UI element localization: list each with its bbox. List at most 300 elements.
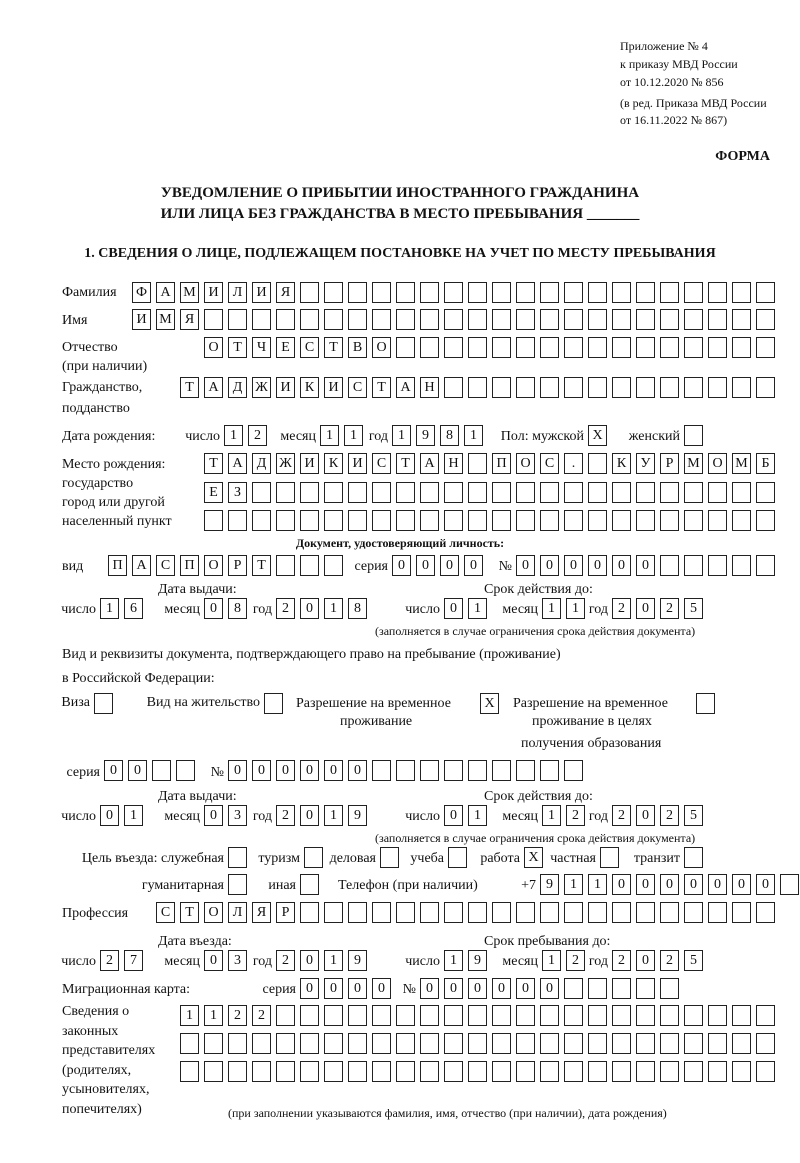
char-cell[interactable] (348, 902, 367, 923)
char-cell[interactable]: Р (228, 555, 247, 576)
char-cell[interactable] (708, 309, 727, 330)
char-cell[interactable] (252, 510, 271, 531)
char-cell[interactable]: Т (180, 902, 199, 923)
char-cell[interactable] (348, 309, 367, 330)
char-cell[interactable] (660, 978, 679, 999)
char-cell[interactable] (276, 1061, 295, 1082)
char-cell[interactable] (324, 309, 343, 330)
char-cell[interactable]: М (156, 309, 175, 330)
char-cell[interactable] (732, 510, 751, 531)
char-cell[interactable] (444, 1005, 463, 1026)
char-cell[interactable]: 2 (660, 805, 679, 826)
char-cell[interactable]: 2 (276, 950, 295, 971)
char-cell[interactable]: 0 (300, 978, 319, 999)
char-cell[interactable] (300, 510, 319, 531)
char-cell[interactable] (540, 902, 559, 923)
char-cell[interactable]: 1 (566, 598, 585, 619)
char-cell[interactable]: 2 (248, 425, 267, 446)
char-cell[interactable] (396, 482, 415, 503)
char-cell[interactable] (372, 510, 391, 531)
char-cell[interactable]: 1 (542, 805, 561, 826)
char-cell[interactable] (372, 309, 391, 330)
char-cell[interactable] (380, 847, 399, 868)
char-cell[interactable] (300, 902, 319, 923)
char-cell[interactable]: 1 (542, 950, 561, 971)
char-cell[interactable] (588, 902, 607, 923)
char-cell[interactable] (564, 1033, 583, 1054)
char-cell[interactable] (492, 482, 511, 503)
char-cell[interactable]: Л (228, 282, 247, 303)
char-cell[interactable] (564, 282, 583, 303)
char-cell[interactable] (492, 1033, 511, 1054)
char-cell[interactable] (252, 1061, 271, 1082)
char-cell[interactable] (492, 309, 511, 330)
char-cell[interactable]: Ж (276, 453, 295, 474)
char-cell[interactable]: X (480, 693, 499, 714)
char-cell[interactable] (492, 902, 511, 923)
char-cell[interactable]: У (636, 453, 655, 474)
char-cell[interactable]: Т (252, 555, 271, 576)
char-cell[interactable]: 0 (128, 760, 147, 781)
char-cell[interactable]: 0 (684, 874, 703, 895)
char-cell[interactable] (300, 1005, 319, 1026)
char-cell[interactable]: 0 (444, 598, 463, 619)
char-cell[interactable] (348, 510, 367, 531)
char-cell[interactable]: И (348, 453, 367, 474)
char-cell[interactable] (448, 847, 467, 868)
char-cell[interactable]: Е (204, 482, 223, 503)
char-cell[interactable] (708, 282, 727, 303)
char-cell[interactable] (420, 309, 439, 330)
char-cell[interactable] (324, 902, 343, 923)
char-cell[interactable]: 0 (444, 978, 463, 999)
char-cell[interactable] (636, 510, 655, 531)
char-cell[interactable] (420, 760, 439, 781)
char-cell[interactable] (684, 1033, 703, 1054)
char-cell[interactable] (204, 1033, 223, 1054)
char-cell[interactable]: Я (276, 282, 295, 303)
char-cell[interactable] (708, 1061, 727, 1082)
char-cell[interactable]: А (420, 453, 439, 474)
char-cell[interactable]: П (108, 555, 127, 576)
char-cell[interactable] (708, 510, 727, 531)
char-cell[interactable] (612, 1061, 631, 1082)
char-cell[interactable] (540, 282, 559, 303)
char-cell[interactable] (324, 510, 343, 531)
char-cell[interactable] (444, 1061, 463, 1082)
char-cell[interactable]: Т (372, 377, 391, 398)
char-cell[interactable]: 1 (100, 598, 119, 619)
char-cell[interactable]: 2 (566, 805, 585, 826)
char-cell[interactable]: 2 (252, 1005, 271, 1026)
char-cell[interactable]: 5 (684, 598, 703, 619)
char-cell[interactable]: Д (252, 453, 271, 474)
char-cell[interactable]: И (324, 377, 343, 398)
char-cell[interactable] (300, 309, 319, 330)
char-cell[interactable] (468, 902, 487, 923)
char-cell[interactable] (516, 510, 535, 531)
char-cell[interactable] (516, 1033, 535, 1054)
char-cell[interactable] (420, 510, 439, 531)
char-cell[interactable] (516, 1005, 535, 1026)
char-cell[interactable] (300, 282, 319, 303)
char-cell[interactable]: 0 (612, 555, 631, 576)
char-cell[interactable] (276, 510, 295, 531)
char-cell[interactable] (732, 309, 751, 330)
char-cell[interactable]: О (204, 555, 223, 576)
char-cell[interactable]: 0 (440, 555, 459, 576)
char-cell[interactable] (468, 760, 487, 781)
char-cell[interactable] (396, 510, 415, 531)
char-cell[interactable] (732, 902, 751, 923)
char-cell[interactable]: 5 (684, 805, 703, 826)
char-cell[interactable]: 2 (276, 805, 295, 826)
char-cell[interactable]: А (156, 282, 175, 303)
char-cell[interactable] (684, 282, 703, 303)
char-cell[interactable] (468, 1061, 487, 1082)
char-cell[interactable] (276, 309, 295, 330)
char-cell[interactable]: Д (228, 377, 247, 398)
char-cell[interactable]: И (132, 309, 151, 330)
char-cell[interactable] (684, 377, 703, 398)
char-cell[interactable] (564, 902, 583, 923)
char-cell[interactable] (228, 309, 247, 330)
char-cell[interactable] (780, 874, 799, 895)
char-cell[interactable]: 0 (300, 598, 319, 619)
char-cell[interactable]: 0 (300, 805, 319, 826)
char-cell[interactable] (228, 510, 247, 531)
char-cell[interactable] (396, 282, 415, 303)
char-cell[interactable] (420, 482, 439, 503)
char-cell[interactable]: Р (276, 902, 295, 923)
char-cell[interactable]: 1 (464, 425, 483, 446)
char-cell[interactable]: 1 (324, 598, 343, 619)
char-cell[interactable]: 2 (100, 950, 119, 971)
char-cell[interactable] (636, 978, 655, 999)
char-cell[interactable] (516, 1061, 535, 1082)
char-cell[interactable] (732, 482, 751, 503)
char-cell[interactable]: 0 (756, 874, 775, 895)
char-cell[interactable]: С (372, 453, 391, 474)
char-cell[interactable] (660, 555, 679, 576)
char-cell[interactable]: 0 (468, 978, 487, 999)
char-cell[interactable] (636, 482, 655, 503)
char-cell[interactable] (204, 510, 223, 531)
char-cell[interactable] (396, 1061, 415, 1082)
char-cell[interactable]: С (348, 377, 367, 398)
char-cell[interactable] (588, 453, 607, 474)
char-cell[interactable] (492, 337, 511, 358)
char-cell[interactable]: О (516, 453, 535, 474)
char-cell[interactable]: Р (660, 453, 679, 474)
char-cell[interactable]: 3 (228, 950, 247, 971)
char-cell[interactable]: Ф (132, 282, 151, 303)
char-cell[interactable]: 1 (344, 425, 363, 446)
char-cell[interactable] (660, 1033, 679, 1054)
char-cell[interactable]: 8 (228, 598, 247, 619)
char-cell[interactable] (564, 377, 583, 398)
char-cell[interactable]: 0 (416, 555, 435, 576)
char-cell[interactable] (492, 1005, 511, 1026)
char-cell[interactable]: 0 (276, 760, 295, 781)
char-cell[interactable]: 0 (204, 805, 223, 826)
char-cell[interactable] (516, 377, 535, 398)
char-cell[interactable]: 0 (104, 760, 123, 781)
char-cell[interactable] (540, 309, 559, 330)
char-cell[interactable] (756, 902, 775, 923)
char-cell[interactable] (396, 337, 415, 358)
char-cell[interactable] (396, 1033, 415, 1054)
char-cell[interactable] (732, 282, 751, 303)
char-cell[interactable] (300, 555, 319, 576)
char-cell[interactable]: Т (228, 337, 247, 358)
char-cell[interactable] (468, 309, 487, 330)
char-cell[interactable] (468, 1033, 487, 1054)
char-cell[interactable] (324, 1033, 343, 1054)
char-cell[interactable]: А (132, 555, 151, 576)
char-cell[interactable]: 1 (204, 1005, 223, 1026)
char-cell[interactable] (756, 1005, 775, 1026)
char-cell[interactable]: Е (276, 337, 295, 358)
char-cell[interactable] (636, 1033, 655, 1054)
char-cell[interactable] (94, 693, 113, 714)
char-cell[interactable] (756, 510, 775, 531)
char-cell[interactable] (492, 1061, 511, 1082)
char-cell[interactable]: Т (180, 377, 199, 398)
char-cell[interactable]: Ч (252, 337, 271, 358)
char-cell[interactable] (468, 1005, 487, 1026)
char-cell[interactable]: 2 (276, 598, 295, 619)
char-cell[interactable]: 1 (444, 950, 463, 971)
char-cell[interactable] (228, 847, 247, 868)
char-cell[interactable] (420, 1005, 439, 1026)
char-cell[interactable] (660, 1005, 679, 1026)
char-cell[interactable] (732, 1005, 751, 1026)
char-cell[interactable] (372, 1061, 391, 1082)
char-cell[interactable]: 9 (540, 874, 559, 895)
char-cell[interactable] (756, 337, 775, 358)
char-cell[interactable]: 0 (636, 805, 655, 826)
char-cell[interactable] (372, 1005, 391, 1026)
char-cell[interactable] (540, 482, 559, 503)
char-cell[interactable]: 0 (252, 760, 271, 781)
char-cell[interactable]: С (540, 453, 559, 474)
char-cell[interactable] (612, 1033, 631, 1054)
char-cell[interactable] (636, 309, 655, 330)
char-cell[interactable]: 1 (124, 805, 143, 826)
char-cell[interactable]: 2 (612, 805, 631, 826)
char-cell[interactable] (708, 482, 727, 503)
char-cell[interactable]: 0 (636, 598, 655, 619)
char-cell[interactable] (660, 337, 679, 358)
char-cell[interactable]: И (276, 377, 295, 398)
char-cell[interactable] (612, 282, 631, 303)
char-cell[interactable] (684, 1005, 703, 1026)
char-cell[interactable]: А (396, 377, 415, 398)
char-cell[interactable] (540, 760, 559, 781)
char-cell[interactable] (396, 902, 415, 923)
char-cell[interactable]: И (300, 453, 319, 474)
char-cell[interactable] (348, 1061, 367, 1082)
char-cell[interactable] (324, 482, 343, 503)
char-cell[interactable]: 1 (588, 874, 607, 895)
char-cell[interactable] (612, 309, 631, 330)
char-cell[interactable] (348, 1033, 367, 1054)
char-cell[interactable] (564, 760, 583, 781)
char-cell[interactable] (636, 377, 655, 398)
char-cell[interactable] (684, 309, 703, 330)
char-cell[interactable]: Л (228, 902, 247, 923)
char-cell[interactable]: С (300, 337, 319, 358)
char-cell[interactable]: М (684, 453, 703, 474)
char-cell[interactable]: М (732, 453, 751, 474)
char-cell[interactable] (300, 1061, 319, 1082)
char-cell[interactable]: 0 (732, 874, 751, 895)
char-cell[interactable] (516, 309, 535, 330)
char-cell[interactable]: 0 (372, 978, 391, 999)
char-cell[interactable] (348, 482, 367, 503)
char-cell[interactable] (684, 510, 703, 531)
char-cell[interactable] (372, 482, 391, 503)
char-cell[interactable] (612, 337, 631, 358)
char-cell[interactable] (612, 1005, 631, 1026)
char-cell[interactable] (300, 482, 319, 503)
char-cell[interactable]: К (300, 377, 319, 398)
char-cell[interactable]: 1 (324, 805, 343, 826)
char-cell[interactable]: 0 (204, 950, 223, 971)
char-cell[interactable] (756, 1061, 775, 1082)
char-cell[interactable] (684, 337, 703, 358)
char-cell[interactable] (636, 337, 655, 358)
char-cell[interactable] (228, 1061, 247, 1082)
char-cell[interactable]: 0 (564, 555, 583, 576)
char-cell[interactable] (540, 1061, 559, 1082)
char-cell[interactable] (372, 902, 391, 923)
char-cell[interactable]: 0 (300, 760, 319, 781)
char-cell[interactable]: 9 (416, 425, 435, 446)
char-cell[interactable]: 0 (708, 874, 727, 895)
char-cell[interactable] (684, 425, 703, 446)
char-cell[interactable] (588, 1061, 607, 1082)
char-cell[interactable] (492, 282, 511, 303)
char-cell[interactable]: Н (444, 453, 463, 474)
char-cell[interactable] (732, 1033, 751, 1054)
char-cell[interactable]: Я (252, 902, 271, 923)
char-cell[interactable]: 7 (124, 950, 143, 971)
char-cell[interactable] (468, 453, 487, 474)
char-cell[interactable] (444, 309, 463, 330)
char-cell[interactable] (732, 337, 751, 358)
char-cell[interactable]: А (228, 453, 247, 474)
char-cell[interactable] (252, 309, 271, 330)
char-cell[interactable]: К (324, 453, 343, 474)
char-cell[interactable] (612, 902, 631, 923)
char-cell[interactable] (588, 482, 607, 503)
char-cell[interactable]: 2 (612, 950, 631, 971)
char-cell[interactable]: Т (396, 453, 415, 474)
char-cell[interactable] (756, 309, 775, 330)
char-cell[interactable] (660, 1061, 679, 1082)
char-cell[interactable] (516, 482, 535, 503)
char-cell[interactable] (756, 1033, 775, 1054)
char-cell[interactable] (612, 377, 631, 398)
char-cell[interactable] (468, 377, 487, 398)
char-cell[interactable] (708, 337, 727, 358)
char-cell[interactable] (660, 309, 679, 330)
char-cell[interactable] (444, 377, 463, 398)
char-cell[interactable] (732, 377, 751, 398)
char-cell[interactable] (636, 282, 655, 303)
char-cell[interactable]: 0 (516, 978, 535, 999)
char-cell[interactable]: 9 (468, 950, 487, 971)
char-cell[interactable] (636, 902, 655, 923)
char-cell[interactable]: К (612, 453, 631, 474)
char-cell[interactable] (564, 1061, 583, 1082)
char-cell[interactable]: 0 (516, 555, 535, 576)
char-cell[interactable] (304, 847, 323, 868)
char-cell[interactable]: 0 (464, 555, 483, 576)
char-cell[interactable]: 6 (124, 598, 143, 619)
char-cell[interactable]: Б (756, 453, 775, 474)
char-cell[interactable] (420, 902, 439, 923)
char-cell[interactable] (324, 1061, 343, 1082)
char-cell[interactable] (708, 377, 727, 398)
char-cell[interactable] (276, 482, 295, 503)
char-cell[interactable]: О (204, 902, 223, 923)
char-cell[interactable] (660, 482, 679, 503)
char-cell[interactable] (492, 760, 511, 781)
char-cell[interactable]: В (348, 337, 367, 358)
char-cell[interactable]: С (156, 902, 175, 923)
char-cell[interactable] (684, 847, 703, 868)
char-cell[interactable]: И (252, 282, 271, 303)
char-cell[interactable]: 0 (660, 874, 679, 895)
char-cell[interactable]: Ж (252, 377, 271, 398)
char-cell[interactable] (732, 1061, 751, 1082)
char-cell[interactable]: 8 (348, 598, 367, 619)
char-cell[interactable] (348, 1005, 367, 1026)
char-cell[interactable] (372, 282, 391, 303)
char-cell[interactable] (660, 902, 679, 923)
char-cell[interactable] (612, 482, 631, 503)
char-cell[interactable]: 0 (492, 978, 511, 999)
char-cell[interactable]: 2 (612, 598, 631, 619)
char-cell[interactable] (396, 760, 415, 781)
char-cell[interactable] (636, 1061, 655, 1082)
char-cell[interactable]: 0 (636, 874, 655, 895)
char-cell[interactable] (444, 760, 463, 781)
char-cell[interactable]: 0 (228, 760, 247, 781)
char-cell[interactable]: А (204, 377, 223, 398)
char-cell[interactable]: М (180, 282, 199, 303)
char-cell[interactable] (732, 555, 751, 576)
char-cell[interactable] (372, 1033, 391, 1054)
char-cell[interactable] (468, 482, 487, 503)
char-cell[interactable] (420, 1033, 439, 1054)
char-cell[interactable]: 0 (324, 978, 343, 999)
char-cell[interactable] (588, 978, 607, 999)
char-cell[interactable]: 0 (324, 760, 343, 781)
char-cell[interactable] (468, 282, 487, 303)
char-cell[interactable] (228, 874, 247, 895)
char-cell[interactable] (588, 282, 607, 303)
char-cell[interactable] (564, 1005, 583, 1026)
char-cell[interactable]: И (204, 282, 223, 303)
char-cell[interactable] (372, 760, 391, 781)
char-cell[interactable] (348, 282, 367, 303)
char-cell[interactable] (588, 309, 607, 330)
char-cell[interactable]: 9 (348, 950, 367, 971)
